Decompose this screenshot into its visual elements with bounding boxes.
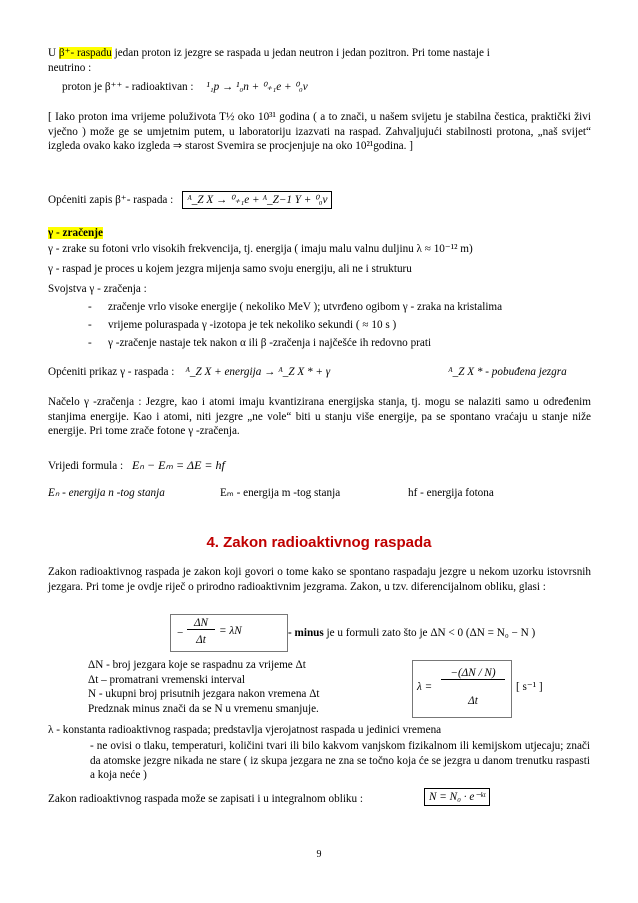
bullet-text: vrijeme poluraspada γ -izotopa je tek nekoliko sekundi ( ≈ 10 s ) [108, 319, 397, 331]
law-definitions [88, 658, 320, 716]
law-denominator: Δt [196, 634, 206, 646]
integral-row [48, 792, 591, 807]
halflife-paragraph: [ Iako proton ima vrijeme poluživota T½ oko 10³¹ godina ( a to znači, u našem svijetu je stabilna čestica, praktički živi vječno ) može ge se umjetnim putem, u laboratoriju izazvati na raspad. Zahvaljujući stabilnosti protona, „naš svijet“ izgleda ovako kako izgleda ⇒ starost Svemira se procjenjuje na oko 10²¹godina. ] [48, 111, 591, 153]
definition-line: Predznak minus znači da se N u vremenu smanjuje. [88, 702, 319, 715]
minus-rest: je u formuli zato što je ΔN < 0 (ΔN = N₀ − N ) [326, 627, 536, 639]
energy-formula: Eₙ − Eₘ = ΔE = hf [131, 458, 225, 472]
gamma-general-equation: ᴬ_Z X + energija → ᴬ_Z X * + γ [185, 366, 331, 378]
formula-label: Vrijedi formula : [48, 460, 124, 472]
law-numerator: ΔN [187, 617, 215, 630]
definition-line: Δt – promatrani vremenski interval [88, 673, 245, 686]
bullet-text: γ -zračenje nastaje tek nakon α ili β -zračenja i najčešće ih redovno prati [108, 337, 432, 349]
energy-legend-1: Eₙ - energija n -tog stanja [48, 487, 165, 499]
lambda-lhs: λ = [417, 681, 433, 693]
minus-bold: - minus [288, 627, 324, 639]
formula-row [48, 458, 591, 474]
proton-radioactive-line [62, 80, 605, 95]
gamma-properties-label: Svojstva γ - zračenja : [48, 283, 147, 295]
gamma-heading-row [48, 226, 591, 241]
general-notation-equation: ᴬ_Z X → ⁰₊₁e + ᴬ_Z−1 Y + ⁰₀ν [182, 191, 332, 209]
beta-plus-intro [48, 46, 591, 75]
gamma-decay-line: γ - raspad je proces u kojem jezgra mijenja samo svoju energiju, ali ne i strukturu [48, 263, 412, 275]
gamma-bullet: - zračenje vrlo visoke energije ( nekoliko MeV ); utvrđeno ogibom γ - zraka na kristalima [88, 301, 503, 313]
differential-law-box: − ΔN Δt = λN [170, 614, 288, 652]
lambda-numerator: −(ΔN / N) [441, 667, 505, 680]
excited-nucleus-note: ᴬ_Z X * - pobuđena jezgra [448, 366, 567, 378]
proton-radioactive-label: β⁺⁺ - radioaktivan : [104, 81, 194, 93]
proton-decay-equation: ¹₁p → ¹₀n + ⁰₊₁e + ⁰₀ν [206, 81, 308, 93]
gamma-photons-line: γ - zrake su fotoni vrlo visokih frekvencija, tj. energija ( imaju malu valnu duljinu λ ≈ 10⁻¹² m) [48, 243, 473, 255]
intro-text-2: neutrino : [48, 61, 92, 74]
lambda-definition: λ - konstanta radioaktivnog raspada; predstavlja vjerojatnost raspada u jedinici vremena [48, 724, 442, 736]
gamma-bullet: - γ -zračenje nastaje tek nakon α ili β -zračenja i najčešće ih redovno prati [88, 337, 432, 349]
definition-line: ΔN - broj jezgara koje se raspadnu za vrijeme Δt [88, 659, 306, 671]
lambda-denominator: Δt [468, 695, 478, 707]
gamma-heading: γ - zračenje [48, 227, 103, 239]
proton-label: proton je [62, 81, 103, 93]
lambda-properties: - ne ovisi o tlaku, temperaturi, količini tvari ili bilo kakvom vanjskom fizikalnom ili kemijskom utjecaju; znači da atomske jezgre nikada ne stare ( iz skupa jezgara ne zna se točno koja će se jezgra u danom trenutku raspasti a koja neće ) [90, 740, 590, 782]
beta-plus-highlight: β⁺- raspadu [58, 47, 112, 59]
intro-text: jedan proton iz jezgre se raspada u jedan neutron i jedan pozitron. Pri tome nastaje i [114, 47, 490, 59]
minus-explanation [288, 626, 535, 641]
beta-plus-general [48, 191, 591, 209]
integral-label: Zakon radioaktivnog raspada može se zapisati i u integralnom obliku : [48, 793, 364, 805]
lambda-unit: [ s⁻¹ ] [516, 681, 543, 693]
gamma-bullet: - vrijeme poluraspada γ -izotopa je tek nekoliko sekundi ( ≈ 10 s ) [88, 319, 397, 331]
lambda-formula-box [412, 660, 512, 718]
integral-equation: N = N₀ · e⁻ᵏᵗ [424, 788, 490, 806]
page-number: 9 [316, 849, 322, 860]
section-intro: Zakon radioaktivnog raspada je zakon koji govori o tome kako se spontano raspadaju jezgre u nekom uzorku istovrsnih jezgara. Pri tome je ovdje riječ o prirodno radioaktivnim jezgrama. Zakon, u tzv. diferencijalnom obliku, glasi : [48, 566, 591, 593]
bullet-text: zračenje vrlo visoke energije ( nekoliko MeV ); utvrđeno ogibom γ - zraka na kristalima [108, 301, 503, 313]
gamma-principle-paragraph: Načelo γ -zračenja : Jezgre, kao i atomi imaju kvantizirana energijska stanja, tj. mogu se nalaziti samo u određenim stanjima energije. Kao i atomi, niti jezgre „ne vole“ biti u stanju više energije, pa se spontano vraćaju u stanje niže energije. Pri tome zrače fotone γ -zračenja. [48, 396, 591, 438]
section-title: 4. Zakon radioaktivnog raspada [206, 534, 432, 551]
definition-line: N - ukupni broj prisutnih jezgara nakon vremena Δt [88, 688, 320, 701]
energy-legend-3: hf - energija fotona [408, 487, 494, 499]
intro-word: U [48, 47, 57, 59]
gamma-general-label: Općeniti prikaz γ - raspada : [48, 366, 175, 378]
law-rhs: = λN [219, 625, 242, 637]
general-notation-label: Općeniti zapis β⁺- raspada : [48, 194, 174, 206]
energy-legend-2: Eₘ - energija m -tog stanja [220, 487, 341, 499]
